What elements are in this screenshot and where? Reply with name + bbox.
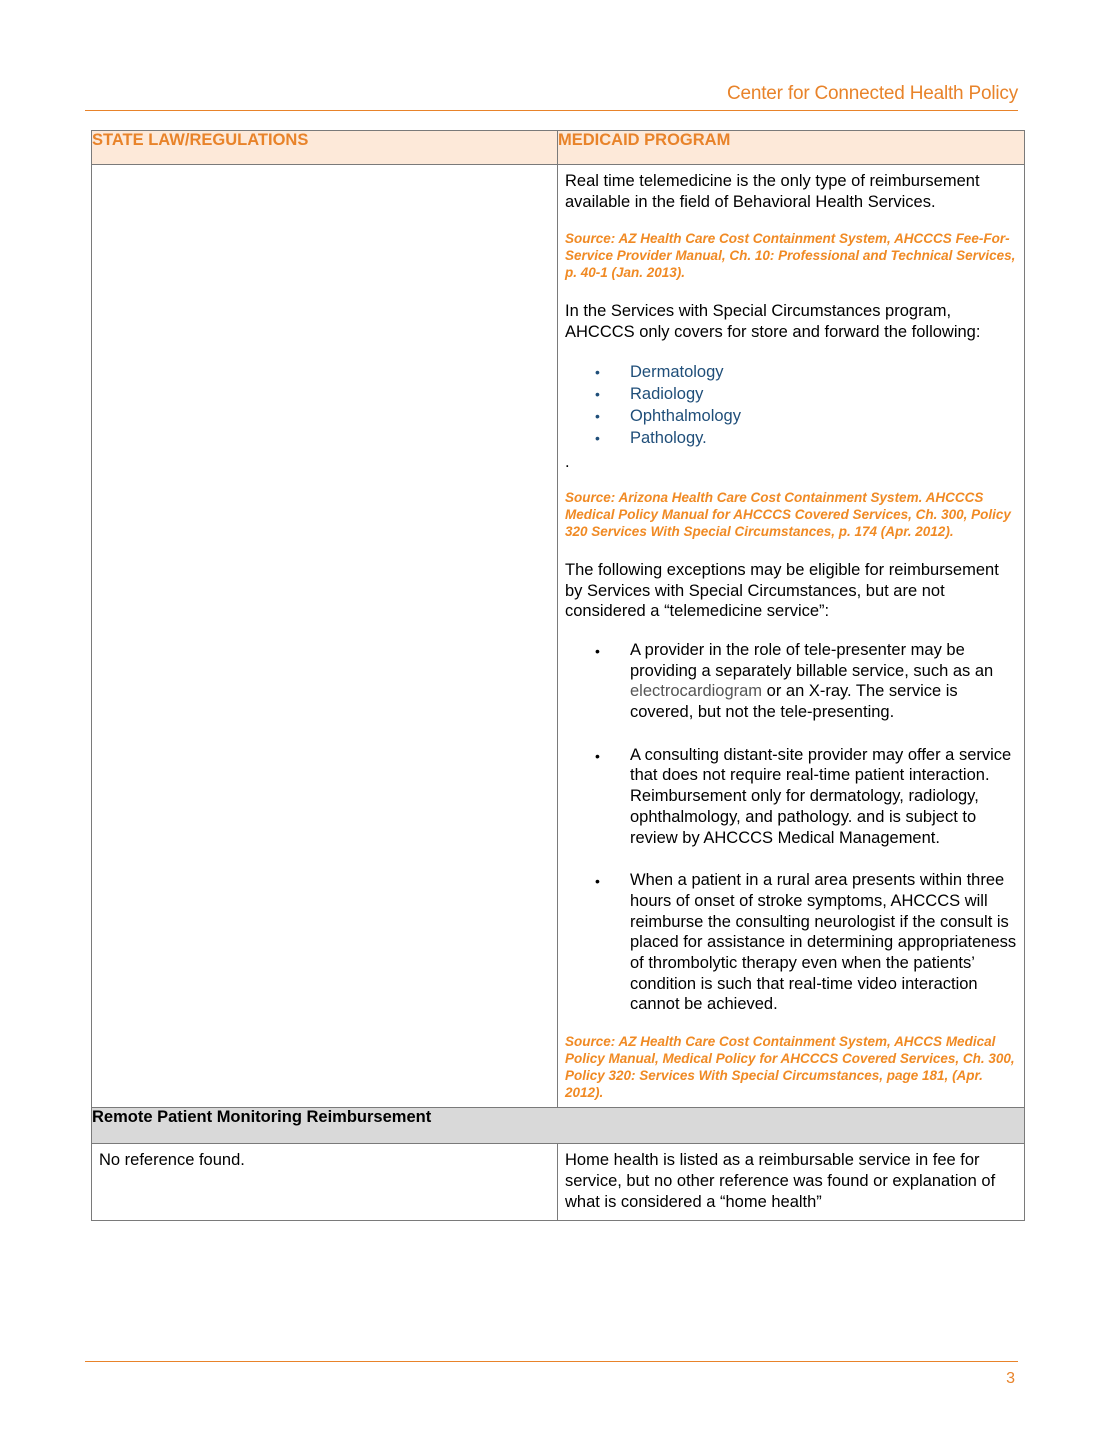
section-title-remote-monitoring: Remote Patient Monitoring Reimbursement — [92, 1108, 1025, 1144]
bullet-icon: • — [595, 363, 600, 380]
bullet-icon: • — [595, 429, 600, 446]
paragraph-special-circumstances: In the Services with Special Circumstances program, AHCCCS only covers for store and forward the following: — [565, 302, 981, 342]
paragraph-behavioral-health: Real time telemedicine is the only type of reimbursement available in the field of Behavioral Health Services. — [565, 172, 980, 211]
document-header-title: Center for Connected Health Policy — [726, 83, 1018, 104]
bullet-icon: • — [595, 642, 600, 659]
source-citation-3: Source: AZ Health Care Cost Containment System, AHCCS Medical Policy Manual, Medical Policy for AHCCCS Covered Services, Ch. 300, Policy 320: Services With Special Circumstances, page 181, (Apr. 2012). — [565, 1034, 1015, 1101]
section-header-row — [92, 1108, 1025, 1144]
table-row — [92, 1144, 1025, 1221]
column-header-medicaid: MEDICAID PROGRAM — [558, 131, 1025, 165]
source-citation-2: Source: Arizona Health Care Cost Containment System. AHCCCS Medical Policy Manual for AHCCCS Covered Services, Ch. 300, Policy 320 Services With Special Circumstances, p. 174 (Apr. 2012). — [565, 489, 1011, 539]
list-item: • Ophthalmology — [595, 406, 741, 425]
list-item: • Dermatology — [595, 362, 724, 381]
list-item: • Radiology — [595, 384, 704, 403]
exceptions-list — [565, 640, 1017, 1015]
state-law-cell-empty — [92, 165, 558, 1108]
list-item: • When a patient in a rural area presents within three hours of onset of stroke symptoms, AHCCCS will reimburse the consulting neurologist if the consult is placed for assistance in determining appropriateness of thrombolytic therapy even when the patients’ condition is such that real-time video interaction cannot be achieved. — [595, 871, 1017, 1014]
paragraph-exceptions-intro: The following exceptions may be eligible for reimbursement by Services with Special Circumstances, but are not considered a “telemedicine service”: — [565, 560, 999, 621]
page-number: 3 — [1006, 1370, 1015, 1387]
policy-table — [91, 130, 1025, 1221]
specialty-list — [565, 361, 1017, 449]
state-law-cell: No reference found. — [92, 1144, 558, 1221]
bullet-icon: • — [595, 747, 600, 764]
footer-divider — [85, 1361, 1018, 1362]
bullet-icon: • — [595, 385, 600, 402]
medicaid-cell — [558, 165, 1025, 1108]
column-header-state-law: STATE LAW/REGULATIONS — [92, 131, 558, 165]
electrocardiogram-term: electrocardiogram — [630, 682, 763, 701]
list-item: • A consulting distant-site provider may offer a service that does not require real-time patient interaction. Reimbursement only for dermatology, radiology, ophthalmology, and pathology. and is subject to review by AHCCCS Medical Management. — [595, 745, 1012, 847]
bullet-icon: • — [595, 407, 600, 424]
table-header-row — [92, 131, 1025, 165]
source-citation-1: Source: AZ Health Care Cost Containment System, AHCCCS Fee-For- Service Provider Manual, Ch. 10: Professional and Technical Services, p. 40-1 (Jan. 2013). — [565, 231, 1016, 281]
stray-period: . — [565, 452, 570, 471]
medicaid-cell: Home health is listed as a reimbursable service in fee for service, but no other reference was found or explanation of what is considered a “home health” — [558, 1144, 1025, 1221]
table-row — [92, 165, 1025, 1108]
bullet-icon: • — [595, 873, 600, 890]
list-item: • Pathology. — [595, 428, 707, 447]
header-divider — [85, 110, 1018, 111]
list-item: • A provider in the role of tele-presenter may be providing a separately billable service, such as an electrocardiogram or an X-ray. The service is covered, but not the tele-presenting. — [595, 640, 994, 722]
